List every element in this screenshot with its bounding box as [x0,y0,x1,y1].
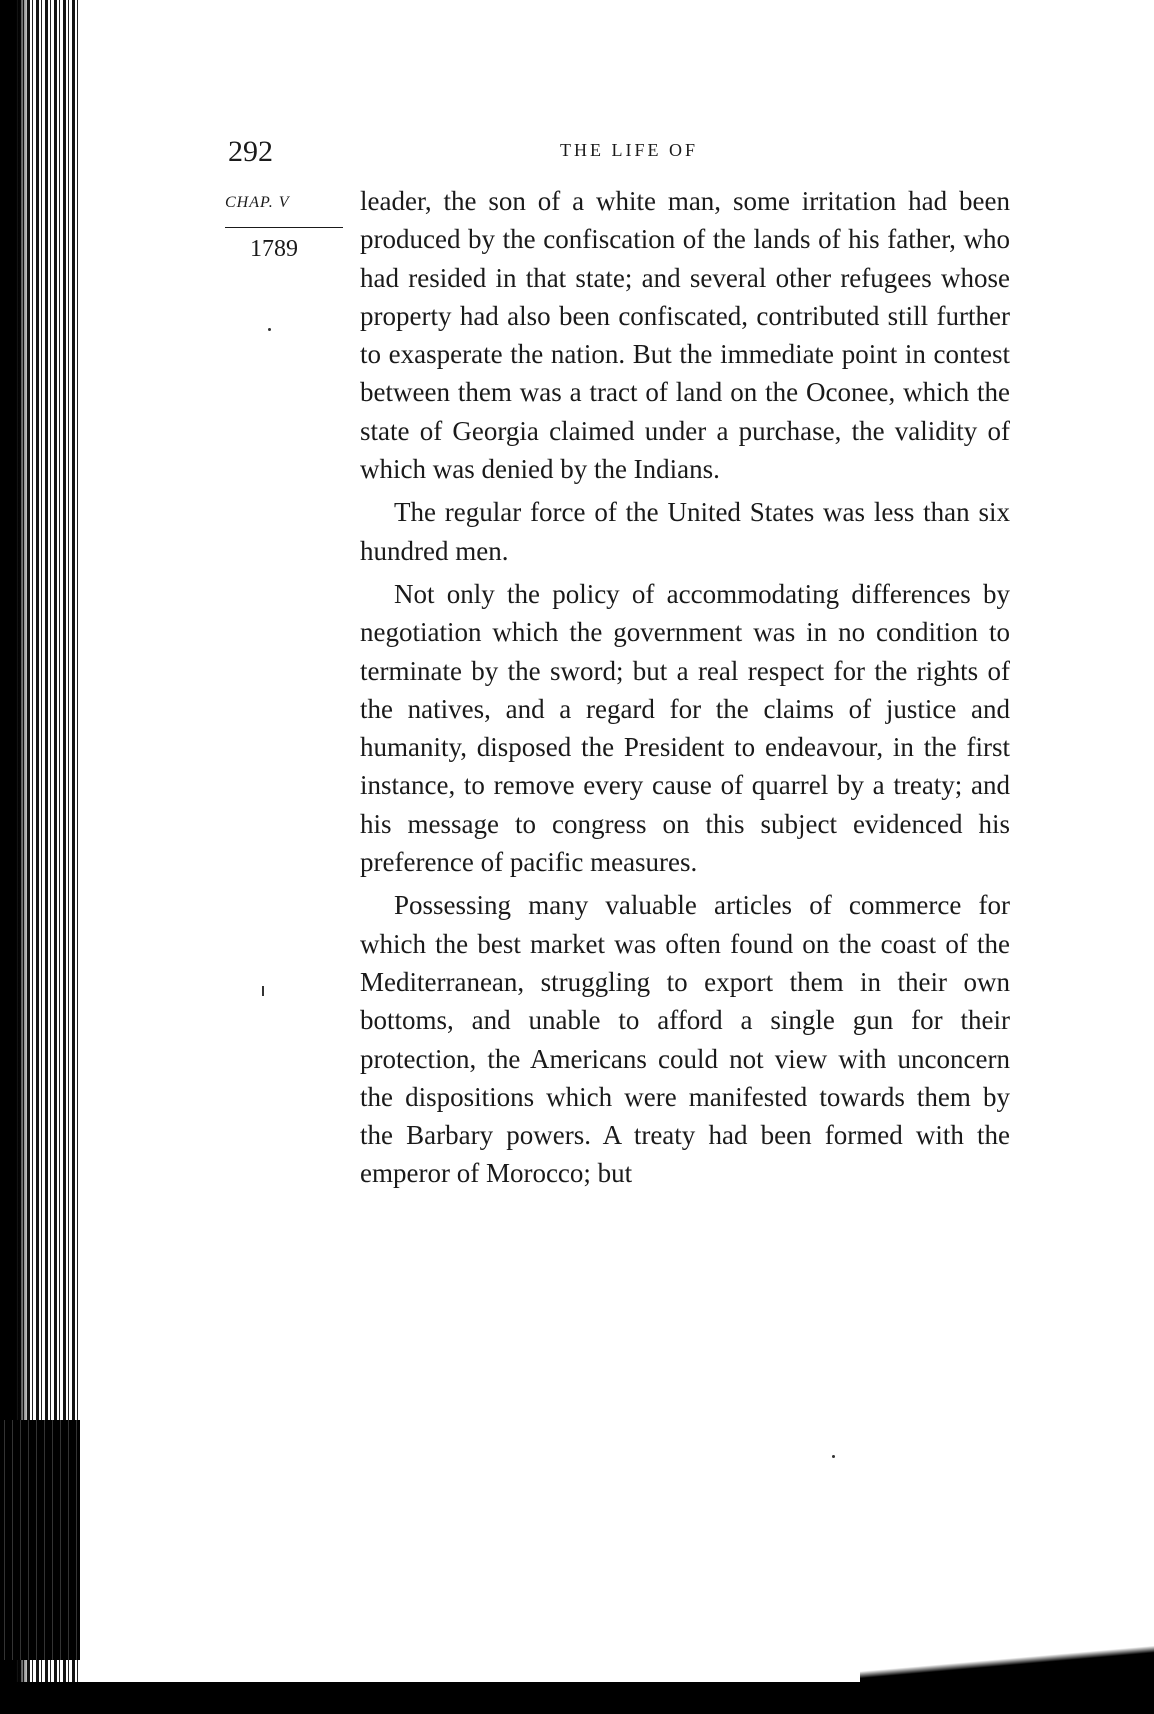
paragraph-4: Possessing many valuable articles of commerce for which the best market was often found on the coast of the Mediterranean, struggling to export them in their own bottoms, and unable to afford a single gun for their protection, the Americans could not view with unconcern the dispositions which were manifested towards them by the Barbary powers. A treaty had been formed with the emperor of Morocco; but [360,890,1010,1189]
scan-speck [268,328,271,331]
paragraph-2: The regular force of the United States was less than six hundred men. [360,497,1010,566]
page-number: 292 [228,135,273,168]
scan-speck [262,986,264,996]
margin-rule [225,227,343,228]
body-text [360,182,1010,1193]
margin-year: 1789 [250,236,298,262]
paragraph-3: Not only the policy of accommodating differences by negotiation which the government was in no condition to terminate by the sword; but a real respect for the rights of the natives, and a regard for the claims of justice and humanity, disposed the President to endeavour, in the first instance, to remove every cause of quarrel by a treaty; and his message to congress on this subject evidenced his preference of pacific measures. [360,578,1010,878]
page-curl-shadow [860,1640,1154,1684]
paragraph-1: leader, the son of a white man, some irritation had been produced by the confiscation of the lands of his father, who had resided in that state; and several other refugees whose property had also been confiscated, contributed still further to exasperate the nation. But the immediate point in contest between them was a tract of land on the Oconee, which the state of Georgia claimed under a purchase, the validity of which was denied by the Indians. [360,186,1010,485]
scan-speck [832,1455,835,1458]
spine-bottom-edge [0,1420,80,1660]
margin-chapter-label: CHAP. V [225,194,290,211]
running-head: THE LIFE OF [560,140,698,160]
scan-bottom-border [0,1682,1154,1714]
